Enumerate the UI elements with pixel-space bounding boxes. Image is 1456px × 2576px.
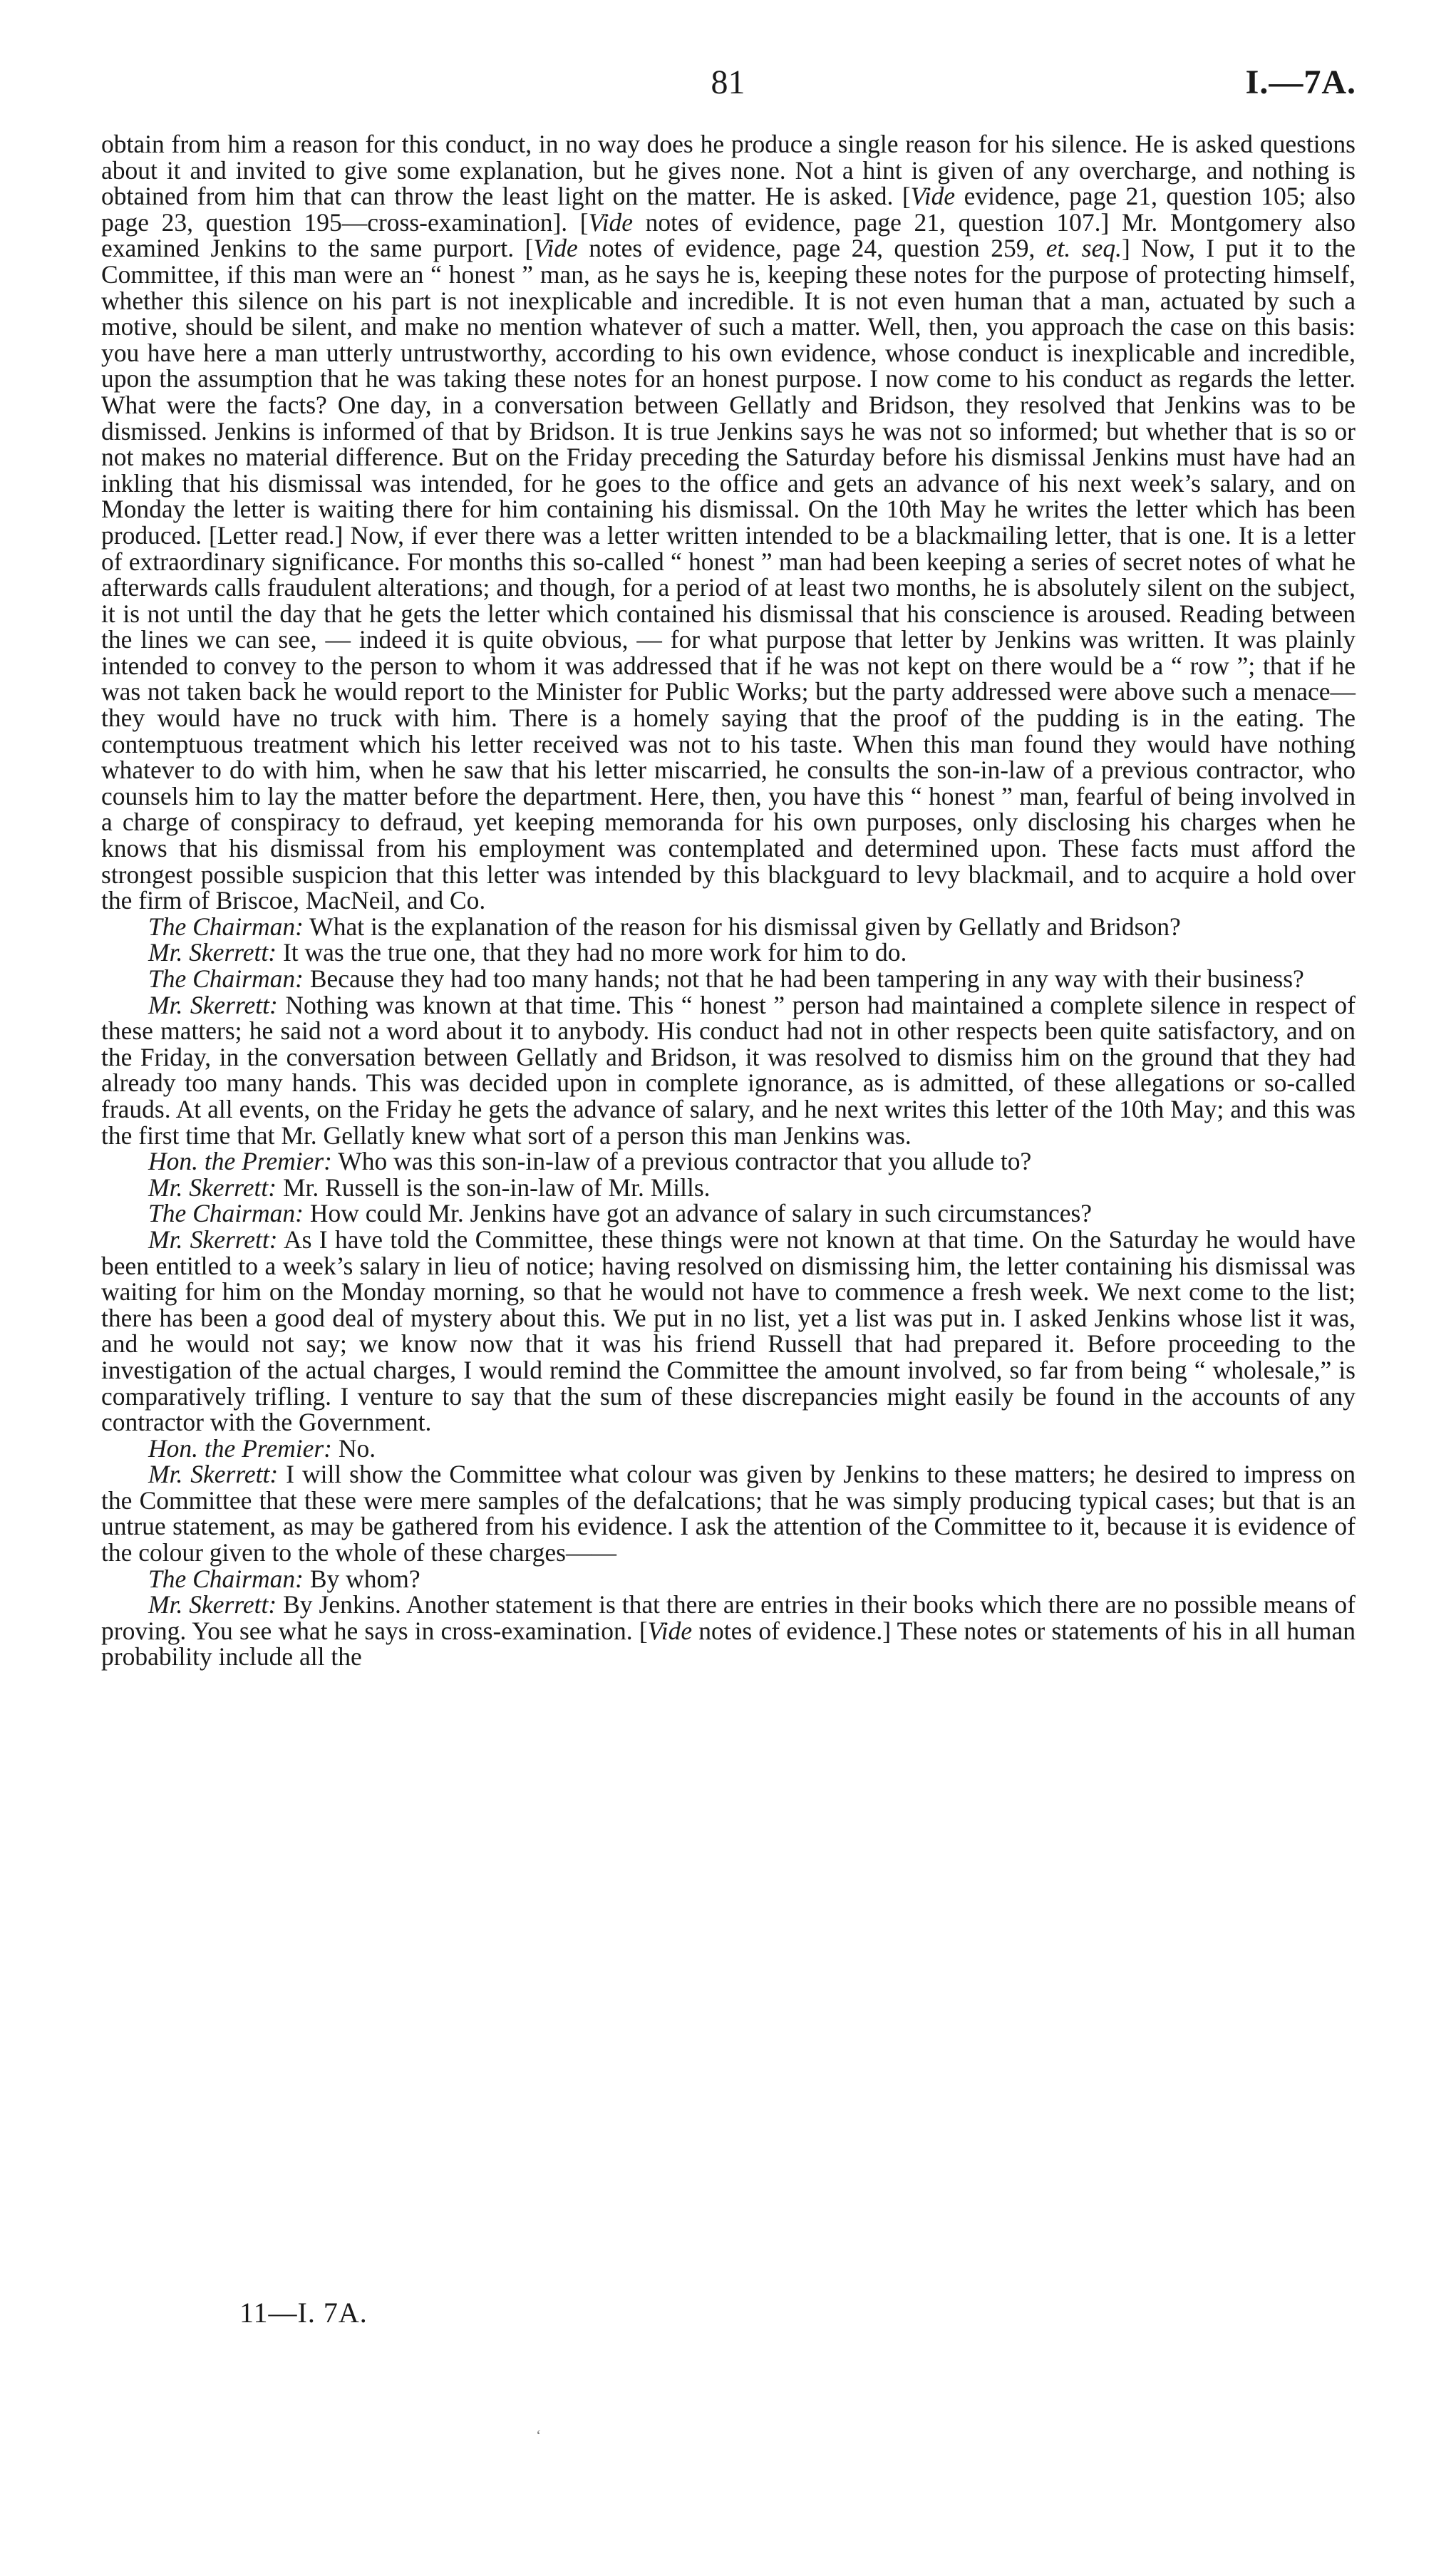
speaker-name: Mr. Skerrett: [148,990,278,1019]
speaker-name: The Chairman: [148,964,304,993]
dialogue-paragraph: Mr. Skerrett: By Jenkins. Another statement is that there are entries in their books which there are no possible means of proving. You see what he says in cross-examination. [Vide notes of evidence.] These notes or statements of his in all human probability include all the [101,1590,1356,1671]
speaker-name: The Chairman: [148,912,304,941]
document-body [101,131,1356,1670]
paragraph-argument: obtain from him a reason for this conduct, in no way does he produce a single reason for his silence. He is asked questions about it and invited to give some explanation, but he gives none. Not a hint is given of any overcharge, and nothing is obtained from him that can throw the least light on the matter. He is asked. [Vide evidence, page 21, question 105; also page 23, question 195—cross-examination]. [Vide notes of evidence, page 21, question 107.] Mr. Montgomery also examined Jenkins to the same purport. [Vide notes of evidence, page 24, question 259, et. seq.] Now, I put it to the Committee, if this man were an “ honest ” man, as he says he is, keeping these notes for the purpose of protecting himself, whether this silence on his part is not inexplicable and incredible. It is not even human that a man, actuated by such a motive, should be silent, and make no mention whatever of such a matter. Well, then, you approach the case on this basis: you have here a man utterly untrustworthy, according to his own evidence, whose conduct is inexplicable and incredible, upon the assumption that he was taking these notes for an honest purpose. I now come to his conduct as regards the letter. What were the facts? One day, in a conversation between Gellatly and Bridson, they resolved that Jenkins was to be dismissed. Jenkins is informed of that by Bridson. It is true Jenkins says he was not so informed; but whether that is so or not makes no material difference. But on the Friday preceding the Saturday before his dismissal Jenkins must have had an inkling that his dismissal was intended, for he goes to the office and gets an advance of his next week’s salary, and on Monday the letter is waiting there for him containing his dismissal. On the 10th May he writes the letter which has been produced. [Letter read.] Now, if ever there was a letter written intended to be a blackmailing letter, that is one. It is a letter of extraordinary significance. For months this so-called “ honest ” man had been keeping a series of secret notes of what he afterwards calls fraudulent alterations; and though, for a period of at least two months, he is absolutely silent on the subject, it is not until the day that he gets the letter which contained his dismissal that his conscience is aroused. Reading between the lines we can see, — indeed it is quite obvious, — for what purpose that letter by Jenkins was written. It was plainly intended to convey to the person to whom it was addressed that if he was not kept on there would be a “ row ”; that if he was not taken back he would report to the Minister for Public Works; but the party addressed were above such a menace—they would have no truck with him. There is a homely saying that the proof of the pudding is in the eating. The contemptuous treatment which his letter received was not to his taste. When this man found they would have nothing whatever to do with him, when he saw that his letter miscarried, he consults the son-in-law of a previous contractor, who counsels him to lay the matter before the department. Here, then, you have this “ honest ” man, fearful of being involved in a charge of conspiracy to defraud, yet keeping memoranda for his own purposes, only disclosing his charges when he knows that his dismissal from his employment was contemplated and determined upon. These facts must afford the strongest possible suspicion that this letter was intended by this blackguard to levy blackmail, and to acquire a hold over the firm of Briscoe, MacNeil, and Co. [101,130,1356,915]
speaker-name: Mr. Skerrett: [148,938,277,967]
speaker-name: The Chairman: [148,1199,304,1228]
dialogue-paragraph: The Chairman: By whom? [148,1564,420,1593]
dialogue-paragraph: The Chairman: Because they had too many hands; not that he had been tampering in any way with their business? [148,964,1304,993]
signature-reference: 11—I. 7A. [239,2297,368,2329]
speaker-name: Mr. Skerrett: [148,1590,277,1619]
speaker-name: The Chairman: [148,1564,304,1593]
dialogue-paragraph: Mr. Skerrett: I will show the Committee what colour was given by Jenkins to these matters; he desired to impress on the Committee that these were mere samples of the defalcations; that he was simply producing typical cases; but that is an untrue statement, as may be gathered from his evidence. I ask the attention of the Committee to it, because it is evidence of the colour given to the whole of these charges—— [101,1460,1356,1567]
speaker-name: Mr. Skerrett: [148,1225,278,1254]
document-reference: I.—7A. [1245,63,1356,101]
dialogue-paragraph: Hon. the Premier: Who was this son-in-law of a previous contractor that you allude to? [148,1147,1032,1176]
dialogue-paragraph: Mr. Skerrett: As I have told the Committee, these things were not known at that time. On the Saturday he would have been entitled to a week’s salary in lieu of notice; having resolved on dismissing him, the letter containing his dismissal was waiting for him on the Monday morning, so that he would not have to commence a fresh week. We next come to the list; there has been a good deal of mystery about this. We put in no list, yet a list was put in. I asked Jenkins whose list it was, and he would not say; we know now that it was his friend Russell that had prepared it. Before proceeding to the investigation of the actual charges, I would remind the Committee the amount involved, so far from being “ wholesale,” is comparatively trifling. I venture to say that the sum of these discrepancies might easily be found in the accounts of any contractor with the Government. [101,1225,1356,1437]
speaker-name: Hon. the Premier: [148,1147,332,1176]
speaker-name: Hon. the Premier: [148,1433,332,1463]
speaker-name: Mr. Skerrett: [148,1460,279,1489]
dialogue-paragraph: The Chairman: What is the explanation of the reason for his dismissal given by Gellatly and Bridson? [148,912,1181,941]
dialogue-paragraph: Mr. Skerrett: It was the true one, that they had no more work for him to do. [148,938,907,967]
page-number: 81 [711,63,745,101]
stray-mark: ‘ [536,2426,542,2444]
dialogue-paragraph: Mr. Skerrett: Mr. Russell is the son-in-law of Mr. Mills. [148,1173,711,1202]
speaker-name: Mr. Skerrett: [148,1173,277,1202]
dialogue-paragraph: Hon. the Premier: No. [148,1433,376,1463]
dialogue-paragraph: The Chairman: How could Mr. Jenkins have got an advance of salary in such circumstances? [148,1199,1093,1228]
dialogue-paragraph: Mr. Skerrett: Nothing was known at that time. This “ honest ” person had maintained a complete silence in respect of these matters; he said not a word about it to anybody. His conduct had not in other respects been quite satisfactory, and on the Friday, in the conversation between Gellatly and Bridson, it was resolved to dismiss him on the ground that they had already too many hands. This was decided upon in complete ignorance, as is admitted, of these allegations or so-called frauds. At all events, on the Friday he gets the advance of salary, and he next writes this letter of the 10th May; and this was the first time that Mr. Gellatly knew what sort of a person this man Jenkins was. [101,990,1356,1150]
